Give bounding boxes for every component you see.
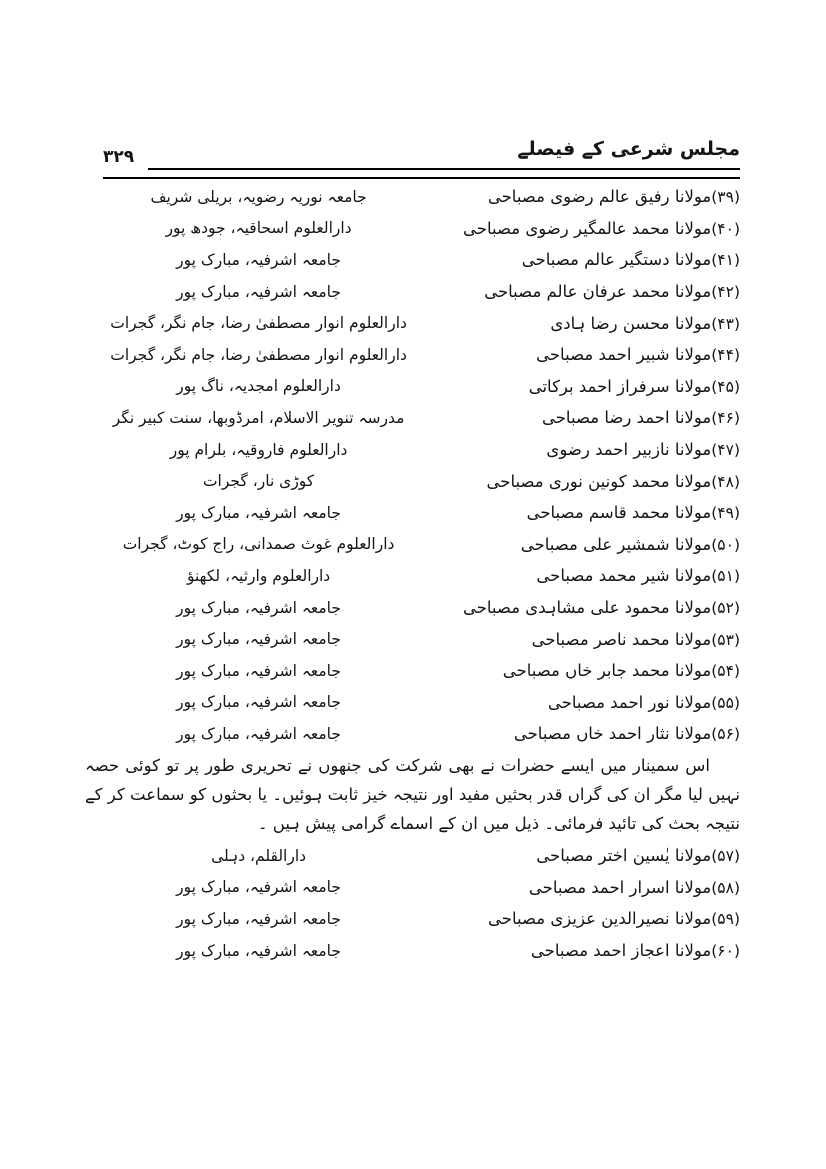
entry-number: (۴۲) xyxy=(711,283,740,302)
scholar-name xyxy=(432,187,740,206)
list-item xyxy=(85,655,740,687)
scholar-name xyxy=(432,846,740,865)
scholar-name xyxy=(432,503,740,522)
scholar-name xyxy=(432,693,740,712)
entry-name-text: مولانا شبیر احمد مصباحی xyxy=(536,345,712,365)
list-item xyxy=(85,434,740,466)
running-header-title: مجلس شرعی کے فیصلے xyxy=(517,138,740,160)
institution-name: جامعہ اشرفیہ، مبارک پور xyxy=(176,661,341,680)
scholar-name xyxy=(432,661,740,680)
institution-name: جامعہ اشرفیہ، مبارک پور xyxy=(176,878,341,897)
list-item xyxy=(85,718,740,750)
institution-name: جامعہ اشرفیہ، مبارک پور xyxy=(176,598,341,617)
list-item xyxy=(85,244,740,276)
entry-name-text: مولانا محمد عرفان عالم مصباحی xyxy=(484,282,712,302)
entry-name-text: مولانا محمد ناصر مصباحی xyxy=(531,629,712,649)
scholar-name xyxy=(432,219,740,238)
entry-number: (۵۱) xyxy=(711,567,740,586)
entry-number: (۴۹) xyxy=(711,504,740,523)
list-item xyxy=(85,560,740,592)
scholar-name xyxy=(432,282,740,301)
list-item xyxy=(85,592,740,624)
entry-number: (۴۳) xyxy=(711,314,740,333)
entry-number: (۵۹) xyxy=(711,910,740,929)
entry-number: (۵۳) xyxy=(711,630,740,649)
institution-name: دارالعلوم اسحاقیہ، جودھ پور xyxy=(165,219,352,238)
entry-number: (۴۱) xyxy=(711,251,740,270)
entry-number: (۴۰) xyxy=(711,219,740,238)
institution-name: دارالعلوم انوار مصطفیٰ رضا، جام نگر، گجرات xyxy=(110,314,407,333)
entry-name-text: مولانا محمد کونین نوری مصباحی xyxy=(486,471,712,491)
institution-name: جامعہ اشرفیہ، مبارک پور xyxy=(176,941,341,960)
entry-name-text: مولانا شمشیر علی مصباحی xyxy=(520,534,712,554)
list-item xyxy=(85,465,740,497)
institution-name: دارالعلوم فاروقیہ، بلرام پور xyxy=(169,440,348,459)
institution-name: مدرسہ تنویر الاسلام، امرڈوبھا، سنت کبیر نگر xyxy=(112,408,405,427)
institution-name: جامعہ اشرفیہ، مبارک پور xyxy=(176,909,341,928)
institution-name: جامعہ اشرفیہ، مبارک پور xyxy=(176,630,341,649)
entry-number: (۵۲) xyxy=(711,599,740,618)
scholar-name xyxy=(432,878,740,897)
entry-name-text: مولانا نور احمد مصباحی xyxy=(547,692,712,712)
closing-note-paragraph: اس سمینار میں ایسے حضرات نے بھی شرکت کی جنھوں نے تحریری طور پر تو کوئی حصہ نہیں لیا مگر ان کی گراں قدر بحثیں مفید اور نتیجہ خیز ثابت ہوئیں۔ یا بحثوں کو سماعت کر کے نتیجہ بحث کی تائید فرمائی۔ ذیل میں ان کے اسماے گرامی پیش ہیں ۔ xyxy=(85,756,740,833)
entry-number: (۴۶) xyxy=(711,409,740,428)
list-item xyxy=(85,181,740,213)
institution-name: جامعہ اشرفیہ، مبارک پور xyxy=(176,503,341,522)
entry-name-text: مولانا محمد قاسم مصباحی xyxy=(526,503,712,523)
entry-name-text: مولانا رفیق عالم رضوی مصباحی xyxy=(487,187,712,207)
institution-name: دارالعلوم انوار مصطفیٰ رضا، جام نگر، گجرات xyxy=(110,345,407,364)
entry-name-text: مولانا محمد عالمگیر رضوی مصباحی xyxy=(463,218,712,238)
entry-name-text: مولانا احمد رضا مصباحی xyxy=(541,408,712,428)
entry-number: (۵۵) xyxy=(711,693,740,712)
scholar-name xyxy=(432,535,740,554)
list-item xyxy=(85,623,740,655)
entry-name-text: مولانا اسرار احمد مصباحی xyxy=(528,877,712,897)
scholar-name xyxy=(432,377,740,396)
entry-name-text: مولانا سرفراز احمد برکاتی xyxy=(528,376,712,396)
institution-name: جامعہ نوریہ رضویہ، بریلی شریف xyxy=(150,187,367,206)
institution-name: دارالعلوم امجدیہ، ناگ پور xyxy=(176,377,341,396)
institution-name: جامعہ اشرفیہ، مبارک پور xyxy=(176,724,341,743)
list-item xyxy=(85,213,740,245)
entry-name-text: مولانا یٰسین اختر مصباحی xyxy=(536,846,712,866)
list-item xyxy=(85,903,740,935)
scholar-name xyxy=(432,250,740,269)
entry-number: (۵۷) xyxy=(711,847,740,866)
list-item xyxy=(85,497,740,529)
entry-name-text: مولانا دستگیر عالم مصباحی xyxy=(521,250,712,270)
page-number: ۳۲۹ xyxy=(103,147,135,167)
entry-name-text: مولانا اعجاز احمد مصباحی xyxy=(530,941,712,961)
scholar-name xyxy=(432,345,740,364)
institution-name: جامعہ اشرفیہ، مبارک پور xyxy=(176,693,341,712)
scholar-name xyxy=(432,724,740,743)
scholar-list-main xyxy=(85,181,740,750)
scholar-name xyxy=(432,598,740,617)
scholar-name xyxy=(432,909,740,928)
scholar-name xyxy=(432,314,740,333)
entry-number: (۵۸) xyxy=(711,878,740,897)
entry-name-text: مولانا نصیرالدین عزیزی مصباحی xyxy=(488,909,712,929)
institution-name: جامعہ اشرفیہ، مبارک پور xyxy=(176,250,341,269)
scholar-name xyxy=(432,408,740,427)
institution-name: جامعہ اشرفیہ، مبارک پور xyxy=(176,282,341,301)
institution-name: کوڑی نار، گجرات xyxy=(202,472,315,491)
entry-number: (۳۹) xyxy=(711,188,740,207)
scholar-name xyxy=(432,566,740,585)
entry-name-text: مولانا محمد جابر خاں مصباحی xyxy=(502,661,712,681)
entry-number: (۶۰) xyxy=(711,942,740,961)
list-item xyxy=(85,371,740,403)
header-rule-bottom xyxy=(103,177,740,179)
entry-name-text: مولانا نثار احمد خاں مصباحی xyxy=(513,724,712,744)
institution-name: دارالعلوم وارثیہ، لکھنؤ xyxy=(186,566,331,585)
entry-number: (۴۷) xyxy=(711,441,740,460)
scholar-name xyxy=(432,472,740,491)
institution-name: دارالعلوم غوث صمدانی، راج کوٹ، گجرات xyxy=(122,535,395,554)
list-item xyxy=(85,935,740,967)
entry-number: (۴۵) xyxy=(711,377,740,396)
entry-number: (۵۰) xyxy=(711,535,740,554)
scholar-list-additional xyxy=(85,840,740,966)
entry-name-text: مولانا نازبیر احمد رضوی xyxy=(546,440,712,460)
scholar-name xyxy=(432,630,740,649)
list-item xyxy=(85,872,740,904)
scholar-name xyxy=(432,440,740,459)
list-item xyxy=(85,307,740,339)
list-item xyxy=(85,276,740,308)
entry-name-text: مولانا محسن رضا ہادی xyxy=(550,313,712,333)
list-item xyxy=(85,339,740,371)
institution-name: دارالقلم، دہلی xyxy=(211,846,307,865)
header-rule-top xyxy=(148,168,740,170)
entry-name-text: مولانا محمود علی مشاہدی مصباحی xyxy=(462,598,712,618)
entry-name-text: مولانا شیر محمد مصباحی xyxy=(536,566,712,586)
scholar-name xyxy=(432,941,740,960)
entry-number: (۵۴) xyxy=(711,662,740,681)
list-item xyxy=(85,402,740,434)
entry-number: (۵۶) xyxy=(711,725,740,744)
list-item xyxy=(85,687,740,719)
entry-number: (۴۸) xyxy=(711,472,740,491)
list-item xyxy=(85,529,740,561)
entry-number: (۴۴) xyxy=(711,346,740,365)
list-item xyxy=(85,840,740,872)
